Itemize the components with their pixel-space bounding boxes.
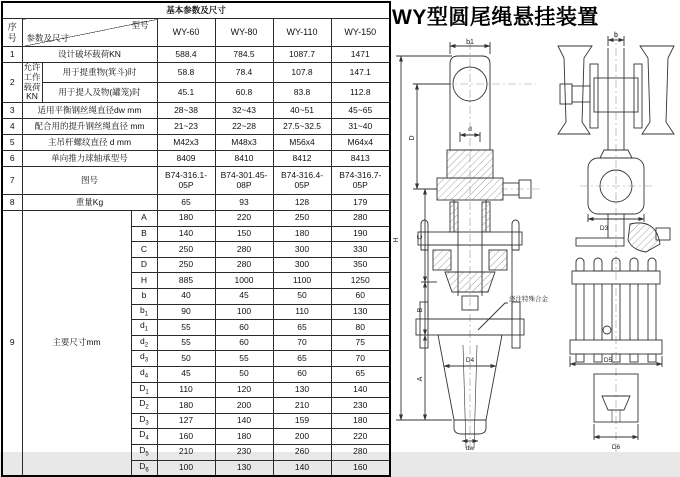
dim-dw-label: dw [465,445,475,452]
dim-name: H [131,273,157,289]
value-cell: 8413 [331,151,390,167]
spec-table [1,1,391,477]
section-detail [628,223,660,252]
dim-A-label: A [417,376,424,382]
row-no: 2 [2,63,22,103]
dim-b-label: b [614,32,618,39]
value-cell: 210 [157,444,215,460]
dim-D5-label: D5 [603,357,613,364]
value-cell: 60 [215,335,273,351]
dim-b1-label: b1 [466,39,474,46]
dim-name: $D_1$ [131,382,157,398]
sub-row-label: 用于提人及物(罐笼)时 [42,83,157,103]
value-cell: 100 [215,304,273,320]
value-cell: 330 [331,242,390,258]
row-label: 单向推力球轴承型号 [22,151,157,167]
value-cell: 1250 [331,273,390,289]
model-header: WY-60 [157,19,215,47]
spec-table-wrap [1,1,390,474]
value-cell: 885 [157,273,215,289]
value-cell: 127 [157,413,215,429]
dim-name: $D_4$ [131,429,157,445]
value-cell: 300 [273,257,331,273]
dim-name: $D_6$ [131,460,157,476]
diagonal-header [22,19,157,47]
value-cell: 588.4 [157,47,215,63]
value-cell: 1471 [331,47,390,63]
value-cell: 280 [331,444,390,460]
value-cell: 190 [331,226,390,242]
value-cell: 280 [331,211,390,227]
value-cell: B74-301.45-08P [215,167,273,195]
value-cell: 200 [273,429,331,445]
value-cell: B74-316.7-05P [331,167,390,195]
value-cell: M56x4 [273,135,331,151]
row-no: 3 [2,103,22,119]
value-cell: 160 [157,429,215,445]
value-cell: B74-316.4-05P [273,167,331,195]
dim-name: $b_1$ [131,304,157,320]
value-cell: 784.5 [215,47,273,63]
row-label: 主吊杆螺纹直径 d mm [22,135,157,151]
value-cell: M64x4 [331,135,390,151]
rope-guide-block [594,374,638,422]
value-cell: 230 [215,444,273,460]
value-cell: B74-316.1-05P [157,167,215,195]
value-cell: 55 [157,320,215,336]
value-cell: 70 [331,351,390,367]
value-cell: 120 [215,382,273,398]
callout-leader [478,303,508,330]
beam-flange-right [640,46,674,134]
value-cell: 27.5~32.5 [273,119,331,135]
value-cell: 78.4 [215,63,273,83]
dim-name: $D_2$ [131,398,157,414]
value-cell: 210 [273,398,331,414]
value-cell: 50 [157,351,215,367]
value-cell: 50 [273,289,331,305]
row-no: 6 [2,151,22,167]
value-cell: 80 [331,320,390,336]
value-cell: 58.8 [157,63,215,83]
value-cell: 300 [273,242,331,258]
value-cell: 220 [331,429,390,445]
value-cell: 140 [215,413,273,429]
value-cell: 140 [157,226,215,242]
value-cell: 260 [273,444,331,460]
value-cell: 31~40 [331,119,390,135]
row-label: 主要尺寸mm [22,211,131,477]
value-cell: 159 [273,413,331,429]
value-cell: 128 [273,195,331,211]
value-cell: 50 [215,367,273,383]
value-cell: 65 [331,367,390,383]
value-cell: 40 [157,289,215,305]
collar-section [437,178,503,200]
value-cell: 230 [331,398,390,414]
value-cell: 22~28 [215,119,273,135]
value-cell: 179 [331,195,390,211]
dim-name: B [131,226,157,242]
value-cell: 1087.7 [273,47,331,63]
value-cell: 45 [215,289,273,305]
value-cell: M48x3 [215,135,273,151]
value-cell: 130 [215,460,273,476]
cross-bar [576,238,624,246]
dim-D6-label: D6 [611,444,621,451]
stud-right [512,220,519,250]
value-cell: 250 [157,242,215,258]
value-cell: 280 [215,257,273,273]
thrust-cup [445,272,495,292]
value-cell: 28~38 [157,103,215,119]
row-no: 4 [2,119,22,135]
dim-name: A [131,211,157,227]
value-cell: 220 [215,211,273,227]
page-title: WY型圆尾绳悬挂装置 [392,6,599,29]
value-cell: 60 [331,289,390,305]
row-label: 设计破坏载荷KN [22,47,157,63]
technical-drawing [390,26,680,452]
dim-C-label: C [417,234,424,240]
value-cell: 60 [215,320,273,336]
value-cell: 93 [215,195,273,211]
value-cell: 180 [273,226,331,242]
sub-row-label: 用于提重物(箕斗)时 [42,63,157,83]
value-cell: 8410 [215,151,273,167]
value-cell: 55 [157,335,215,351]
dim-name: $d_3$ [131,351,157,367]
value-cell: 45~65 [331,103,390,119]
row-label: 重量Kg [22,195,157,211]
value-cell: 8412 [273,151,331,167]
value-cell: 83.8 [273,83,331,103]
value-cell: 21~23 [157,119,215,135]
row-no: 8 [2,195,22,211]
row-no: 5 [2,135,22,151]
dim-name: $D_3$ [131,413,157,429]
dim-H-label: H [393,237,400,243]
dim-name: $D_5$ [131,444,157,460]
clamp-bolt-shank [572,86,590,102]
dim-name: $d_2$ [131,335,157,351]
value-cell: 60 [273,367,331,383]
value-cell: 70 [273,335,331,351]
value-cell: 65 [273,320,331,336]
value-cell: 150 [215,226,273,242]
dim-D-label: D [409,135,416,141]
value-cell: 45.1 [157,83,215,103]
value-cell: 130 [273,382,331,398]
corner-param-label: 参数及尺寸 [26,33,70,44]
dim-D3-label: D3 [599,225,609,232]
value-cell: 1100 [273,273,331,289]
dim-d-label: d [468,126,472,133]
beam-flange-left [558,46,592,134]
bearing-right [489,250,507,270]
value-cell: 110 [273,304,331,320]
row-label: 适用平衡钢丝绳直径dw mm [22,103,157,119]
dim-name: $d_4$ [131,367,157,383]
dim-name: $d_1$ [131,320,157,336]
value-cell: 250 [157,257,215,273]
value-cell: 40~51 [273,103,331,119]
value-cell: 90 [157,304,215,320]
value-cell: 75 [331,335,390,351]
front-view [396,42,542,452]
value-cell: 180 [215,429,273,445]
value-cell: 180 [157,398,215,414]
value-cell: 100 [157,460,215,476]
row-label: 配合用的提升钢丝绳直径 mm [22,119,157,135]
dim-name: D [131,257,157,273]
value-cell: 250 [273,211,331,227]
value-cell: 147.1 [331,63,390,83]
row-label: 图号 [22,167,157,195]
pin-detail [603,326,611,334]
dim-D4-label: D4 [465,357,475,364]
model-header: WY-80 [215,19,273,47]
model-header: WY-110 [273,19,331,47]
col-serial-header: 序号 [2,19,22,47]
model-header: WY-150 [331,19,390,47]
value-cell: 200 [215,398,273,414]
bushing-section [447,150,493,178]
value-cell: 60.8 [215,83,273,103]
alloy-callout-text: 浇注特殊合金 [509,296,548,303]
value-cell: 8409 [157,151,215,167]
value-cell: M42x3 [157,135,215,151]
value-cell: 140 [331,382,390,398]
value-cell: 112.8 [331,83,390,103]
value-cell: 160 [331,460,390,476]
value-cell: 107.8 [273,63,331,83]
dim-B-label: B [417,307,424,313]
wedge-clamp-view [570,214,670,440]
value-cell: 65 [157,195,215,211]
corner-model-label: 型号 [131,20,149,30]
value-cell: 45 [157,367,215,383]
clamp-bolt-head [560,84,572,104]
value-cell: 110 [157,382,215,398]
row-label: 允许工作载荷KN [23,62,41,102]
bearing-left [433,250,451,270]
row-no: 1 [2,47,22,63]
dim-name: b [131,289,157,305]
value-cell: 140 [273,460,331,476]
value-cell: 350 [331,257,390,273]
value-cell: 1000 [215,273,273,289]
value-cell: 65 [273,351,331,367]
row-no: 7 [2,167,22,195]
dim-name: C [131,242,157,258]
value-cell: 130 [331,304,390,320]
table-title: 基本参数及尺寸 [2,2,390,19]
value-cell: 180 [331,413,390,429]
row-no: 9 [2,211,22,477]
value-cell: 55 [215,351,273,367]
value-cell: 32~43 [215,103,273,119]
value-cell: 280 [215,242,273,258]
value-cell: 180 [157,211,215,227]
